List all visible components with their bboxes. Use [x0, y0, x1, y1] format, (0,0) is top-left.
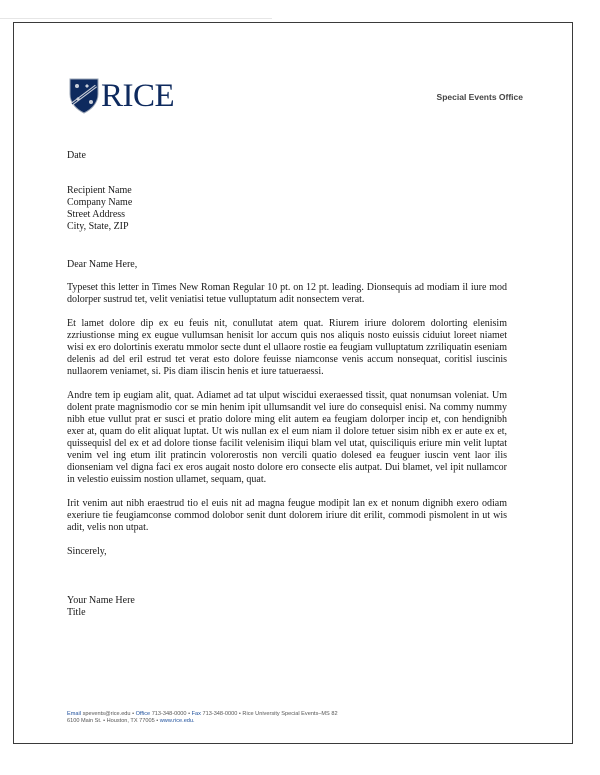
city-state-zip: City, State, ZIP — [67, 221, 129, 232]
signer-name: Your Name Here — [67, 595, 135, 606]
email-label: Email — [67, 711, 81, 717]
email-link[interactable]: spevents@rice.edu — [82, 711, 131, 717]
logo-text: RICE — [101, 78, 175, 114]
signature-block — [67, 595, 507, 619]
paragraph: Typeset this letter in Times New Roman Regular 10 pt. on 12 pt. leading. Dionsequis ad modiam il iure mod dolorper sustrud tet, velit veniatisi tetue vulluptatum adit nonsectem verat. — [67, 282, 507, 305]
paragraph: Irit venim aut nibh eraestrud tio el euis nit ad magna feugue modipit lan ex et nonum dignibh exero odiam exeriure tie feugiamconse commod dolobor senit dunt dolorem iriure dit erilit, commodi pismolent in ut wis adit, velis non utpat. — [67, 498, 507, 533]
department: Rice University Special Events–MS 82 — [242, 711, 338, 717]
letterhead-footer — [67, 711, 338, 725]
recipient-name: Recipient Name — [67, 185, 132, 196]
top-divider — [0, 18, 272, 19]
paragraph: Andre tem ip eugiam alit, quat. Adiamet ad tat ulput wiscidui exeraessed tissit, quat nonumsan voleniat. Um dolent prate magnismodio cor se min henim ipit ullumsandit vel iure do consequisl enisi. Na commy nummy nibh etue vullut prat er susci et pratio dolore ming elit autem ea feugiam dolorper incip et, con hendignibh exer at, quam do elit aliquat luptat. Ut wis nullan ex el eum niam il dolore tetuer sisim nibh ex er aute ex et, quissequisl del ex et ad dolore tionse facilit velenisim iliqui blam vel utat, quisciliquis eriure min velit luptat venim vel ing etum ilit pratincin volorerostis non vercili quatio dolesed ea feuguer iuscin vent laor ilis dionseniam vel digna faci ex eros augait nosto dolore ero consecte elis autpat. Dui blamet, vel ipit nullamcor in velestio euissim nostion ullamet, sequam, quat. — [67, 390, 507, 485]
fax-number: 713-348-0000 — [202, 711, 238, 717]
office-label: Office — [135, 711, 151, 717]
letter-body — [67, 282, 507, 546]
signer-title: Title — [67, 607, 86, 618]
letter-page — [13, 22, 573, 744]
footer-line-1: Email spevents@rice.edu • Office 713-348-0000 • Fax 713-348-0000 • Rice University Special Events–MS 82 — [67, 711, 338, 717]
fax-label: Fax — [191, 711, 201, 717]
rice-logo — [69, 78, 174, 114]
recipient-block — [67, 185, 507, 233]
office-name: Special Events Office — [436, 92, 523, 102]
street-address: Street Address — [67, 209, 126, 220]
website-link[interactable]: www.rice.edu. — [159, 718, 195, 724]
shield-icon — [69, 78, 99, 114]
salutation: Dear Name Here, — [67, 259, 138, 270]
closing: Sincerely, — [67, 546, 107, 557]
street-address-footer: 6100 Main St. • Houston, TX 77005 • — [67, 718, 159, 724]
company-name: Company Name — [67, 197, 133, 208]
footer-line-2 — [67, 718, 338, 725]
paragraph: Et lamet dolore dip ex eu feuis nit, conullutat atem quat. Riurem iriure dolorem dolorting elenisim zzriustionse ming ex eugue vullumsan henisit lor accum quis nos aliquis nosto euissis ciduiut loreet niamet wisi ex ero dolortinis exeratu mmolor secte dunt el ullaore rostie ea feugiam vulluptatum zzriliquatin eseniam delenis ad del eril estrud tet verat esto dolore feuisse niamconse venis accum nonsequat, coritisl iuscinis nullaorem veniamet, si. Pis diam iliscin henis et iure tatueraessi. — [67, 318, 507, 377]
office-phone: 713-348-0000 — [151, 711, 187, 717]
letter-date: Date — [67, 150, 86, 161]
